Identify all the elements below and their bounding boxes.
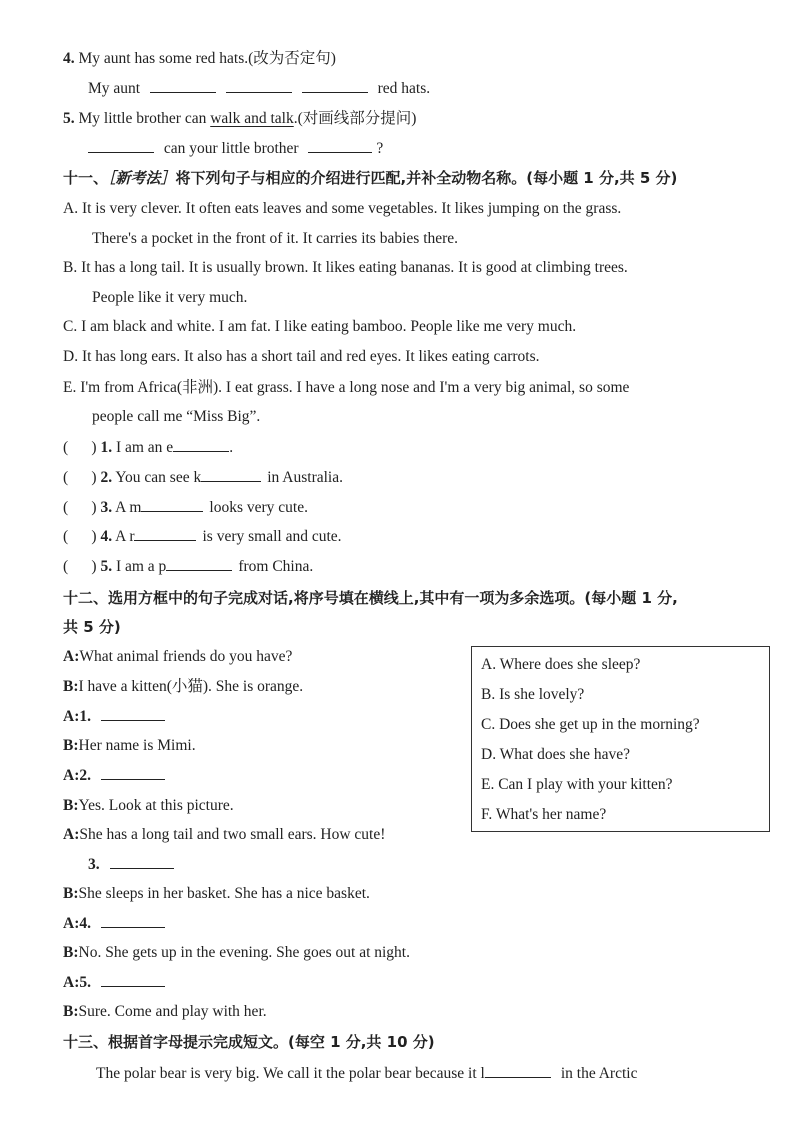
description-b bbox=[63, 257, 628, 279]
answer-blank[interactable] bbox=[150, 78, 216, 93]
item-number: 2. bbox=[100, 469, 113, 486]
speaker-label: A: bbox=[63, 767, 80, 784]
option-e: E. Can I play with your kitten? bbox=[481, 776, 673, 793]
item-text-end: from China. bbox=[238, 558, 314, 575]
question-instruction: (改为否定句) bbox=[248, 50, 336, 67]
answer-blank[interactable] bbox=[88, 138, 154, 153]
match-item bbox=[63, 556, 313, 578]
match-item bbox=[63, 526, 342, 548]
speaker-label: B: bbox=[63, 1003, 79, 1020]
dialogue-line bbox=[88, 854, 174, 876]
answer-blank[interactable] bbox=[173, 437, 229, 452]
answer-blank[interactable] bbox=[308, 138, 372, 153]
dialogue-line bbox=[63, 735, 196, 757]
answer-blank[interactable] bbox=[101, 706, 165, 721]
speaker-label: A: bbox=[63, 708, 80, 725]
answer-blank[interactable] bbox=[166, 556, 232, 571]
question-text-end: . bbox=[293, 110, 298, 127]
answer-blank[interactable] bbox=[201, 467, 261, 482]
description-e-cont: people call me “Miss Big”. bbox=[92, 408, 261, 425]
description-a bbox=[63, 198, 621, 220]
item-text-end: in Australia. bbox=[267, 469, 343, 486]
dialogue-text: Her name is Mimi. bbox=[78, 737, 196, 754]
answer-blank[interactable] bbox=[110, 854, 174, 869]
description-d bbox=[63, 346, 540, 368]
question-text: My little brother can bbox=[78, 110, 207, 127]
section-12-title-cont: 共 5 分) bbox=[63, 618, 121, 636]
description-label: B. bbox=[63, 259, 78, 276]
option-d: D. What does she have? bbox=[481, 746, 631, 763]
blank-number: 4. bbox=[79, 915, 91, 932]
speaker-label: B: bbox=[63, 737, 79, 754]
option-b: B. Is she lovely? bbox=[481, 686, 585, 703]
speaker-label: B: bbox=[63, 885, 79, 902]
answer-mid: can your little brother bbox=[163, 140, 299, 157]
description-a-cont: There's a pocket in the front of it. It carries its babies there. bbox=[92, 230, 459, 247]
item-text: You can see k bbox=[115, 469, 202, 486]
dialogue-text: She sleeps in her basket. She has a nice basket. bbox=[78, 885, 370, 902]
dialogue-line bbox=[63, 706, 165, 728]
speaker-label: B: bbox=[63, 678, 79, 695]
passage-text-end: in the Arctic bbox=[560, 1065, 638, 1082]
blank-number: 5. bbox=[79, 974, 91, 991]
item-text: A r bbox=[115, 528, 135, 545]
dialogue-line bbox=[63, 913, 165, 935]
options-box bbox=[471, 646, 770, 832]
item-number: 1. bbox=[100, 439, 113, 456]
passage-text: The polar bear is very big. We call it the polar bear because it l bbox=[96, 1065, 485, 1082]
description-label: D. bbox=[63, 348, 79, 365]
underlined-phrase: walk and talk bbox=[210, 110, 294, 127]
item-number: 3. bbox=[100, 499, 113, 516]
speaker-label: B: bbox=[63, 944, 79, 961]
answer-parens[interactable]: ( ) bbox=[63, 469, 97, 486]
dialogue-text: She has a long tail and two small ears. How cute! bbox=[79, 826, 386, 843]
new-exam-tag: ［新考法］ bbox=[108, 169, 176, 187]
question-number: 5. bbox=[63, 110, 75, 127]
dialogue-line bbox=[63, 824, 385, 846]
answer-blank[interactable] bbox=[101, 972, 165, 987]
answer-blank[interactable] bbox=[134, 526, 196, 541]
speaker-label: A: bbox=[63, 648, 80, 665]
description-text: It has long ears. It also has a short tail and red eyes. It likes eating carrots. bbox=[81, 348, 540, 365]
option-a: A. Where does she sleep? bbox=[481, 656, 641, 673]
answer-parens[interactable]: ( ) bbox=[63, 558, 97, 575]
passage-line bbox=[96, 1063, 637, 1085]
description-c bbox=[63, 316, 576, 338]
dialogue-line bbox=[63, 972, 165, 994]
blank-number: 1. bbox=[79, 708, 91, 725]
answer-suffix: red hats. bbox=[377, 80, 431, 97]
answer-end: ? bbox=[376, 140, 384, 157]
item-number: 5. bbox=[100, 558, 113, 575]
answer-blank[interactable] bbox=[302, 78, 368, 93]
match-item bbox=[63, 437, 233, 459]
answer-parens[interactable]: ( ) bbox=[63, 439, 97, 456]
speaker-label: B: bbox=[63, 797, 79, 814]
question-number: 4. bbox=[63, 50, 75, 67]
section-11-title bbox=[63, 167, 677, 189]
option-c: C. Does she get up in the morning? bbox=[481, 716, 700, 733]
description-text: It has a long tail. It is usually brown. It likes eating bananas. It is good at climbing trees. bbox=[81, 259, 628, 276]
dialogue-line bbox=[63, 646, 292, 668]
option-f: F. What's her name? bbox=[481, 806, 607, 823]
blank-number: 3. bbox=[88, 856, 100, 873]
answer-parens[interactable]: ( ) bbox=[63, 499, 97, 516]
question-instruction: (对画线部分提问) bbox=[297, 110, 417, 127]
description-b-cont: People like it very much. bbox=[92, 289, 248, 306]
dialogue-line bbox=[63, 765, 165, 787]
dialogue-text: I have a kitten(小猫). She is orange. bbox=[78, 678, 304, 695]
item-text: I am an e bbox=[115, 439, 174, 456]
dialogue-line bbox=[63, 883, 370, 905]
dialogue-text: No. She gets up in the evening. She goes out at night. bbox=[78, 944, 410, 961]
question-4-answer-line bbox=[88, 78, 430, 100]
question-4 bbox=[63, 48, 336, 70]
speaker-label: A: bbox=[63, 915, 80, 932]
description-text: I am black and white. I am fat. I like eating bamboo. People like me very much. bbox=[81, 318, 577, 335]
answer-blank[interactable] bbox=[226, 78, 292, 93]
match-item bbox=[63, 497, 308, 519]
answer-blank[interactable] bbox=[485, 1063, 551, 1078]
answer-parens[interactable]: ( ) bbox=[63, 528, 97, 545]
description-label: A. bbox=[63, 200, 79, 217]
dialogue-line bbox=[63, 1001, 267, 1023]
description-label: E. bbox=[63, 379, 77, 396]
dialogue-line bbox=[63, 676, 303, 698]
answer-blank[interactable] bbox=[141, 497, 203, 512]
item-number: 4. bbox=[100, 528, 113, 545]
speaker-label: A: bbox=[63, 974, 80, 991]
item-text-end: . bbox=[229, 439, 234, 456]
section-number: 十一、 bbox=[63, 169, 109, 187]
section-13-title: 十三、根据首字母提示完成短文。(每空 1 分,共 10 分) bbox=[63, 1033, 435, 1051]
description-e bbox=[63, 377, 629, 399]
dialogue-text: Yes. Look at this picture. bbox=[78, 797, 234, 814]
answer-blank[interactable] bbox=[101, 913, 165, 928]
blank-number: 2. bbox=[79, 767, 91, 784]
item-text-end: looks very cute. bbox=[209, 499, 308, 516]
match-item bbox=[63, 467, 343, 489]
answer-prefix: My aunt bbox=[88, 80, 141, 97]
dialogue-text: Sure. Come and play with her. bbox=[78, 1003, 267, 1020]
dialogue-line bbox=[63, 942, 410, 964]
item-text-end: is very small and cute. bbox=[202, 528, 342, 545]
speaker-label: A: bbox=[63, 826, 80, 843]
answer-blank[interactable] bbox=[101, 765, 165, 780]
question-text: My aunt has some red hats. bbox=[78, 50, 249, 67]
item-text: A m bbox=[115, 499, 142, 516]
section-12-title: 十二、选用方框中的句子完成对话,将序号填在横线上,其中有一项为多余选项。(每小题 1 分, bbox=[63, 589, 678, 607]
item-text: I am a p bbox=[115, 558, 167, 575]
section-title: 将下列句子与相应的介绍进行匹配,并补全动物名称。(每小题 1 分,共 5 分) bbox=[175, 169, 678, 187]
description-label: C. bbox=[63, 318, 78, 335]
dialogue-text: What animal friends do you have? bbox=[79, 648, 293, 665]
dialogue-line bbox=[63, 795, 234, 817]
question-5 bbox=[63, 108, 416, 130]
description-text: I'm from Africa(非洲). I eat grass. I have a long nose and I'm a very big animal, so some bbox=[80, 379, 630, 396]
description-text: It is very clever. It often eats leaves and some vegetables. It likes jumping on the grass. bbox=[81, 200, 622, 217]
question-5-answer-line bbox=[88, 138, 383, 160]
